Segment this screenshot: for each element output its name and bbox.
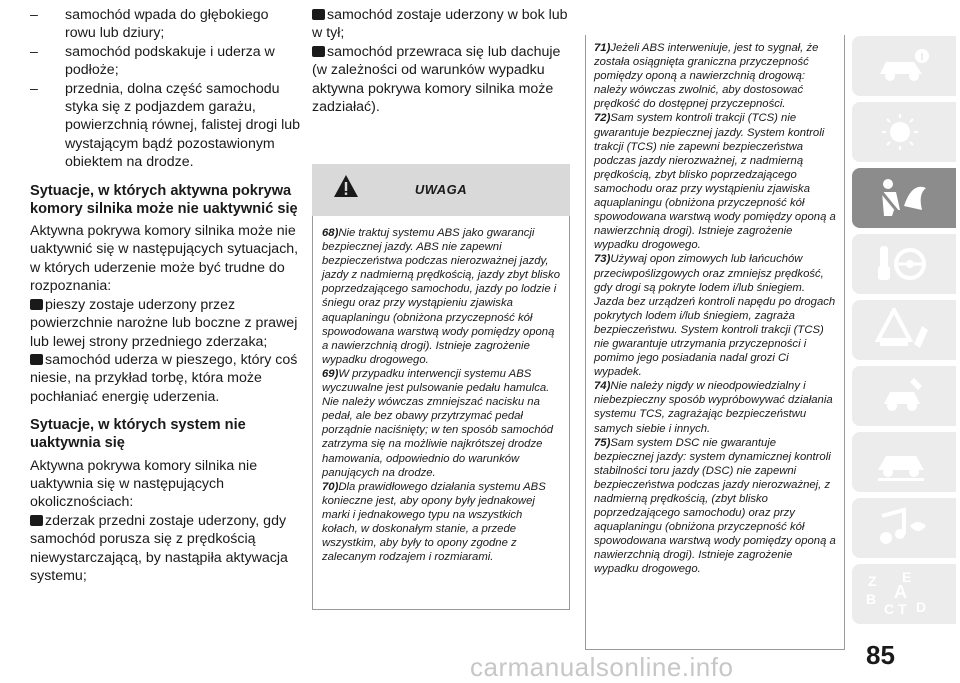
bullet-item: zderzak przedni zostaje uderzony, gdy samochód porusza się z prędkością niewystarczającą, by nastąpiła aktywacja systemu; [30, 512, 288, 584]
svg-text:A: A [894, 582, 907, 602]
tab-car-info[interactable] [852, 36, 956, 96]
column-left [30, 6, 300, 585]
tab-maintenance[interactable] [852, 366, 956, 426]
tab-safety[interactable] [852, 168, 956, 228]
warning-body [312, 216, 570, 610]
svg-text:B: B [866, 591, 877, 607]
key-steering-wheel-icon [874, 242, 934, 286]
dash-item-3: – przednia, dolna część samochodu styka się z podjazdem garażu, powierzchnią równej, falistej drogi lub wystającym bądź pozostawionym obiektem na drodze. [30, 80, 301, 171]
bullet-box-icon [30, 299, 43, 310]
seatbelt-airbag-icon [874, 176, 934, 220]
note-item: 72)Sam system kontroli trakcji (TCS) nie gwarantuje bezpiecznej jazdy. System kontroli trakcji (TCS) nie zapewni bezpieczeństwa podczas jazdy nierozważnej, z nadmierną prędkością, zbyt blisko poprzedzającego samochodu oraz przy wystąpieniu zjawiska aquaplaningu (obniżona przyczepność kół spowodowana warstwą wody pomiędzy oponą a nawierzchnią drogi). Istnieje zagrożenie wypadku drogowego. [594, 112, 836, 252]
page-number: 85 [866, 640, 895, 670]
bullet-item: samochód przewraca się lub dachuje (w zależności od warunków wypadku aktywna pokrywa komory silnika może zadziałać). [312, 43, 561, 116]
svg-text:E: E [902, 570, 912, 585]
tab-index[interactable] [852, 564, 956, 624]
tab-multimedia[interactable] [852, 498, 956, 558]
dash-item-2: – samochód podskakuje i uderza w podłoże; [30, 43, 275, 79]
note-item: 71)Jeżeli ABS interweniuje, jest to sygnał, że została osiągnięta graniczna przyczepność pomiędzy oponą a nawierzchnią drogową: należy wówczas zwolnić, aby dostosować prędkość do dostępnej przyczepności. [594, 42, 819, 111]
section-heading-inactive-cases: Sytuacje, w których aktywna pokrywa komory silnika może nie uaktywnić się [30, 182, 298, 217]
car-info-icon [874, 44, 934, 88]
bullet-box-icon [30, 354, 43, 365]
bullet-box-icon [30, 515, 43, 526]
note-item: 70)Dla prawidłowego działania systemu ABS konieczne jest, aby opony były jednakowej marki i jednakowego typu na wszystkich kołach, w doskonałym stanie, a przede wszystkim, aby były to opony zgodne z zalecanym rodzajem i rozmiarami. [322, 480, 546, 564]
note-item: 74)Nie należy nigdy w nieodpowiedzialny i niebezpieczny sposób wypróbowywać działania systemu TCS, zagrażając bezpieczeństwu samych siebie i innych. [594, 380, 833, 435]
note-item: 69)W przypadku interwencji systemu ABS wyczuwalne jest pulsowanie pedału hamulca. Nie należy wówczas zmniejszać nacisku na pedał, ale bez obawy przytrzymać pedał porządnie naciśnięty; w ten sposób samochód zatrzyma się na możliwie najkrótszej drodze hamowania, odpowiednio do warunków panujących na drodze. [322, 367, 554, 479]
tab-technical-data[interactable] [852, 432, 956, 492]
tab-emergency[interactable] [852, 300, 956, 360]
media-music-icon [874, 506, 934, 550]
svg-text:T: T [898, 601, 907, 617]
bullet-box-icon [312, 9, 325, 20]
bullet-box-icon [312, 46, 325, 57]
bullet-item: pieszy zostaje uderzony przez powierzchnie narożne lub boczne z prawej lub lewej strony przedniego zderzaka; [30, 296, 298, 350]
wrench-car-icon [874, 374, 934, 418]
warning-triangle-icon [874, 308, 934, 352]
bullet-item: samochód zostaje uderzony w bok lub w tył; [312, 7, 568, 42]
watermark-text: carmanualsonline.info [470, 652, 734, 682]
car-specs-icon [874, 440, 934, 484]
column-right-warning-continued [585, 35, 845, 650]
warning-title: UWAGA [414, 182, 468, 197]
svg-text:C: C [884, 601, 895, 617]
tab-starting-driving[interactable] [852, 234, 956, 294]
note-item: 73)Używaj opon zimowych lub łańcuchów przeciwpoślizgowych oraz zmniejsz prędkość, gdy drogi są pokryte lodem i/lub śniegiem. Jazda bez urządzeń kontroli napędu po drogach pokrytych lodem i/lub śniegiem, zagraża bezpieczeństwu. System kontroli trakcji (TCS) nie gwarantuje utrzymania przyczepności i pomimo jego posiadania nadal grozi Ci wypadek. [594, 253, 836, 379]
dashboard-lights-icon [874, 110, 934, 154]
svg-text:Z: Z [868, 573, 877, 589]
note-item: 75)Sam system DSC nie gwarantuje bezpiecznej jazdy: system dynamicznej kontroli stabilności toru jazdy (DSC) nie zapewni bezpieczeństwa podczas jazdy nierozważnej, z nadmierną prędkością, (zbyt blisko poprzedzającego samochodu) oraz przy aquaplaningu (obniżona przyczepność kół spowodowana warstwą wody pomiędzy oponą a nawierzchnią drogi). Istnieje zagrożenie wypadku drogowego. [594, 436, 836, 576]
column-middle [312, 6, 570, 666]
warning-header [312, 164, 570, 216]
section-heading-not-activating: Sytuacje, w których system nie uaktywnia się [30, 417, 246, 452]
bullet-item: samochód uderza w pieszego, który coś niesie, na przykład torbę, która może pochłaniać energię uderzenia. [30, 351, 298, 405]
paragraph-intro-2: Aktywna pokrywa komory silnika nie uaktywnia się w następujących okolicznościach: [30, 457, 258, 511]
paragraph-intro-1: Aktywna pokrywa komory silnika może nie uaktywnić się w następujących sytuacjach, w których uderzenie może być trudne do rozpoznania: [30, 223, 299, 295]
tab-dashboard-lights[interactable] [852, 102, 956, 162]
note-item: 68)Nie traktuj systemu ABS jako gwarancji bezpiecznej jazdy. ABS nie zapewni bezpieczeństwa podczas nierozważnej jazdy, jazdy z nadmierną prędkością, jazdy zbyt blisko poprzedzającego samochodu, jazdy po lodzie i śniegu oraz przy wystąpieniu zjawiska aquaplaningu (obniżona przyczepność kół spowodowana warstwą wody pomiędzy oponą a nawierzchnią drogi). Istnieje zagrożenie wypadku drogowego. [322, 227, 560, 366]
dash-item-1: – samochód wpada do głębokiego rowu lub dziury; [30, 7, 269, 42]
svg-text:D: D [916, 599, 927, 615]
index-letters-icon [864, 570, 934, 618]
